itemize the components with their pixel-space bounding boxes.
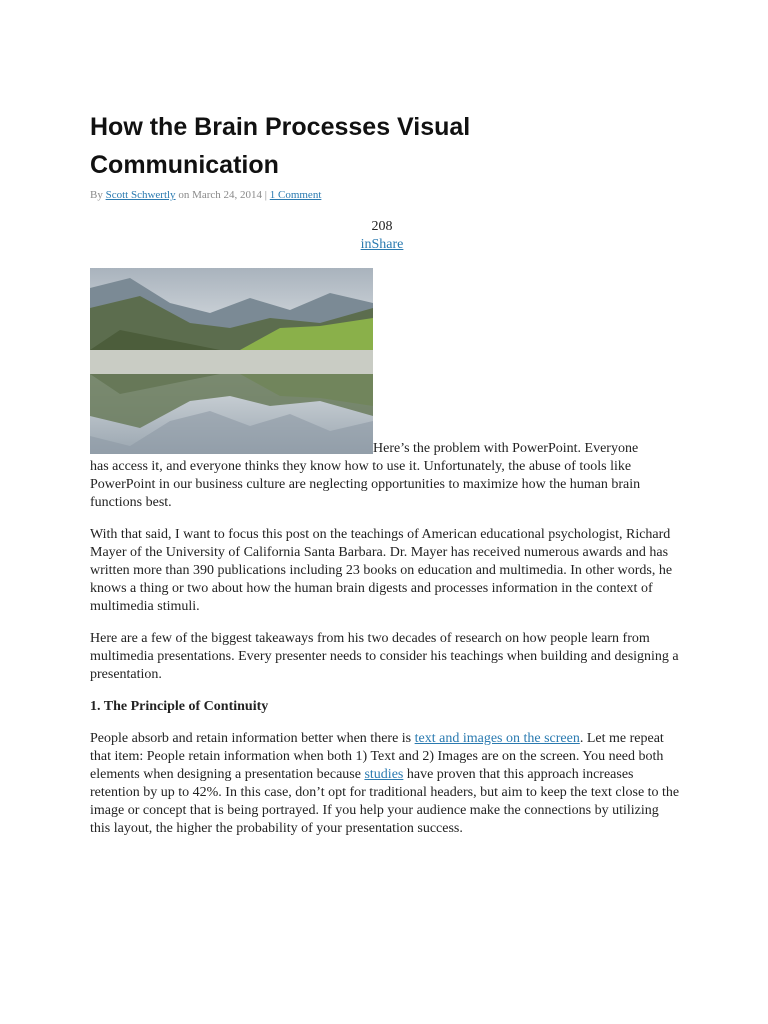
share-count: 208 <box>371 219 393 234</box>
author-link[interactable]: Scott Schwertly <box>105 189 176 201</box>
paragraph-intro-first-line: Here’s the problem with PowerPoint. Everyone <box>373 441 639 456</box>
paragraph-continuity <box>90 730 680 838</box>
byline <box>90 189 321 201</box>
continuity-text-a: People absorb and retain information better when there is <box>90 731 415 746</box>
share-widget <box>332 218 432 254</box>
continuity-text-b: . Let me repeat that item: People retain information when both 1) Text and 2) Images are on the screen. You need both elements when designing a presentation because <box>90 731 664 782</box>
byline-prefix: By <box>90 189 106 201</box>
studies-link[interactable]: studies <box>364 767 404 782</box>
article-body <box>90 440 680 852</box>
comments-link[interactable]: 1 Comment <box>269 189 322 201</box>
paragraph-takeaways: Here are a few of the biggest takeaways from his two decades of research on how people learn from multimedia presentations. Every presenter needs to consider his teachings when building and designing a presentation. <box>90 631 679 682</box>
text-and-images-link[interactable]: text and images on the screen <box>414 731 580 746</box>
section-heading-continuity: 1. The Principle of Continuity <box>90 699 269 714</box>
article-title: How the Brain Processes Visual Communication <box>90 113 471 179</box>
paragraph-intro: has access it, and everyone thinks they know how to use it. Unfortunately, the abuse of tools like PowerPoint in our business culture are neglecting opportunities to maximize how the human brain functions best. <box>90 459 641 510</box>
paragraph-mayer: With that said, I want to focus this post on the teachings of American educational psychologist, Richard Mayer of the University of California Santa Barbara. Dr. Mayer has received numerous awards and has written more than 390 publications including 23 books on education and multimedia. In other words, he knows a thing or two about how the human brain digests and processes information in the context of multimedia stimuli. <box>90 527 673 614</box>
mountain-reflection-image <box>90 268 373 454</box>
continuity-text-c: have proven that this approach increases retention by up to 42%. In this case, don’t opt for traditional headers, but aim to keep the text close to the image or concept that is being portrayed. If you help your audience make the connections by utilizing this layout, the higher the probability of your presentation success. <box>90 767 680 836</box>
byline-date: on March 24, 2014 | <box>175 189 270 201</box>
linkedin-share-link[interactable]: inShare <box>360 237 404 252</box>
article-image <box>90 268 373 454</box>
